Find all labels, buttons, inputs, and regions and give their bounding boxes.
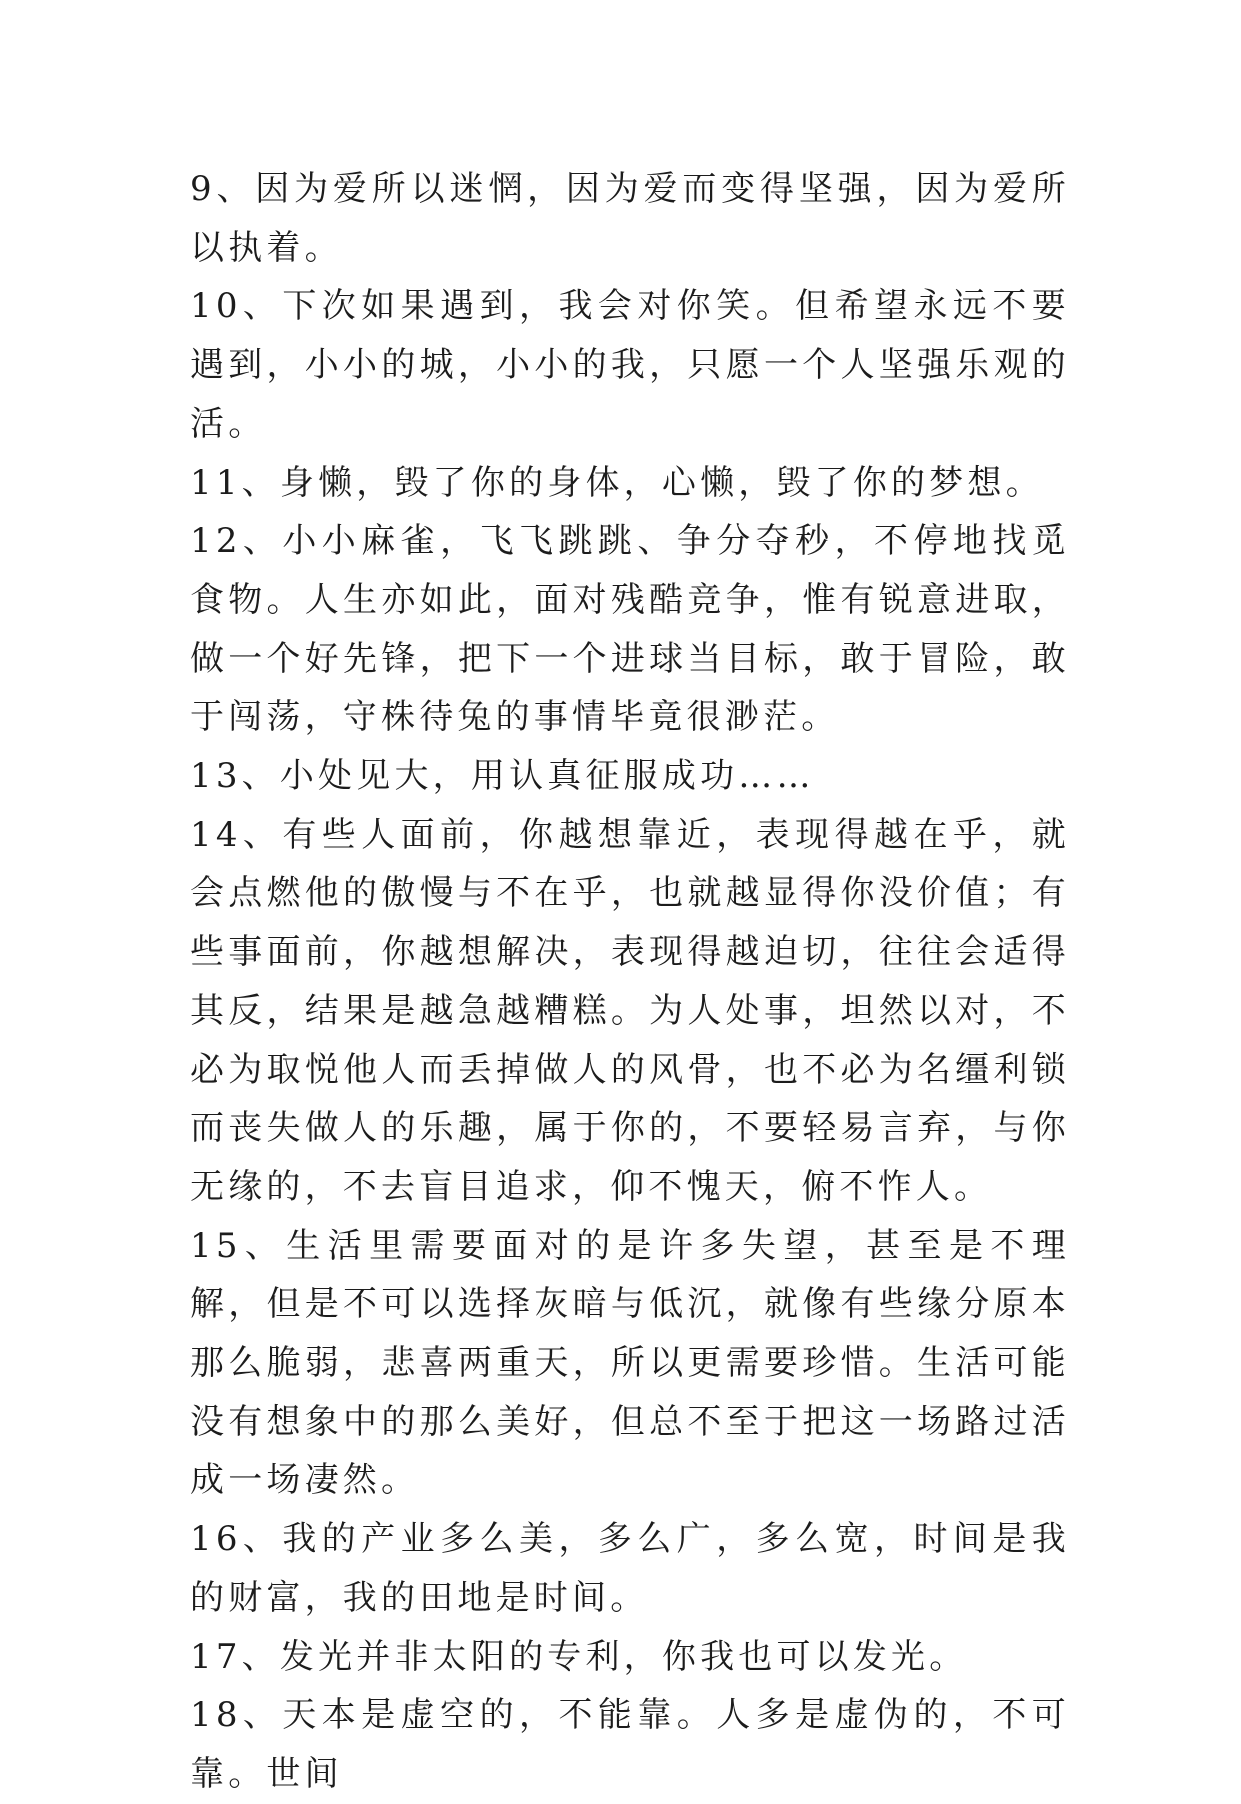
quote-entry-12: 12、小小麻雀，飞飞跳跳、争分夺秒，不停地找觅食物。人生亦如此，面对残酷竞争，惟有锐意进取，做一个好先锋，把下一个进球当目标，敢于冒险，敢于闯荡，守株待兔的事情毕竟很渺茫。 [190, 521, 1070, 738]
quote-entry-11: 11、身懒，毁了你的身体，心懒，毁了你的梦想。 [190, 462, 1044, 503]
quote-entry-13: 13、小处见大，用认真征服成功…… [190, 756, 815, 797]
quote-entry-14: 14、有些人面前，你越想靠近，表现得越在乎，就会点燃他的傲慢与不在乎，也就越显得你没价值；有些事面前，你越想解决，表现得越迫切，往往会适得其反，结果是越急越糟糕。为人处事，坦然以对，不必为取悦他人而丢掉做人的风骨，也不必为名缰利锁而丧失做人的乐趣，属于你的，不要轻易言弃，与你无缘的，不去盲目追求，仰不愧天，俯不怍人。 [190, 814, 1070, 1207]
quote-list [190, 160, 1070, 1804]
quote-entry-18: 18、天本是虚空的，不能靠。人多是虚伪的，不可靠。世间 [190, 1695, 1070, 1794]
quote-entry-9: 9、因为爱所以迷惘，因为爱而变得坚强，因为爱所以执着。 [190, 169, 1070, 268]
quote-entry-10: 10、下次如果遇到，我会对你笑。但希望永远不要遇到，小小的城，小小的我，只愿一个人坚强乐观的活。 [190, 286, 1070, 444]
quote-entry-15: 15、生活里需要面对的是许多失望，甚至是不理解，但是不可以选择灰暗与低沉，就像有些缘分原本那么脆弱，悲喜两重天，所以更需要珍惜。生活可能没有想象中的那么美好，但总不至于把这一场路过活成一场凄然。 [190, 1225, 1070, 1501]
quote-entry-16: 16、我的产业多么美，多么广，多么宽，时间是我的财富，我的田地是时间。 [190, 1519, 1070, 1618]
quote-entry-17: 17、发光并非太阳的专利，你我也可以发光。 [190, 1636, 968, 1677]
